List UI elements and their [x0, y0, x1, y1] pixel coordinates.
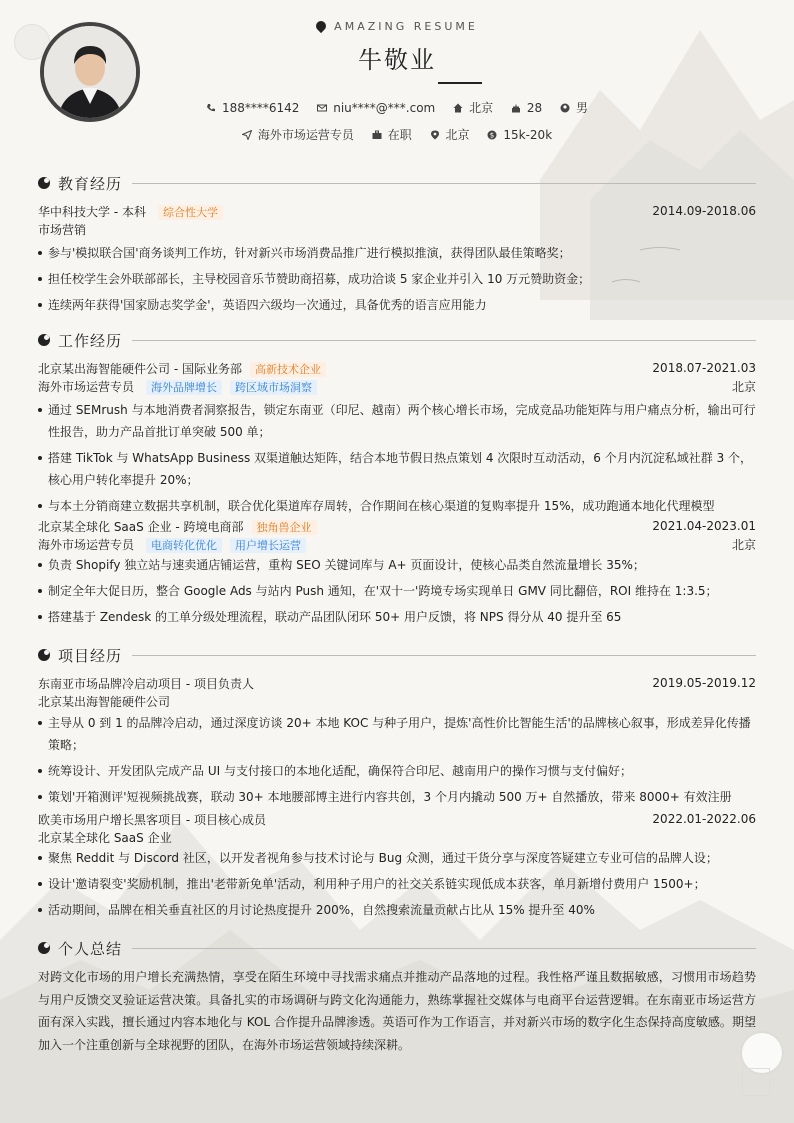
work-bullet: 搭建基于 Zendesk 的工单分级处理流程，联动产品团队闭环 50+ 用户反馈，将 NPS 得分从 40 提升至 65	[38, 606, 756, 628]
candidate-name: 牛敬业	[358, 46, 436, 74]
section-divider	[132, 948, 756, 949]
section-work-heading	[38, 330, 756, 350]
brand-text: AMAZING RESUME	[334, 20, 478, 33]
role-tag: 跨区域市场洞察	[230, 380, 317, 395]
work-location: 北京	[731, 537, 756, 552]
target-role-text: 海外市场运营专员	[257, 128, 354, 142]
project-org: 北京某全球化 SaaS 企业	[38, 830, 172, 845]
summary-text: 对跨文化市场的用户增长充满热情，享受在陌生环境中寻找需求痛点并推动产品落地的过程。我性格严谨且数据敏感，习惯用市场趋势与用户反馈交叉验证运营决策。具备扎实的市场调研与跨文化沟通能力，熟练掌握社交媒体与电商平台运营逻辑。在东南亚市场运营方面有深入实践，擅长通过内容本地化与 KOL 合作提升品牌渗透。英语可作为工作语言，并对新兴市场的数字化生态保持高度敏感。期望加入一个注重创新与全球视野的团队，在海外市场运营领域持续深耕。	[38, 970, 756, 1052]
gender-item	[560, 99, 588, 116]
status-item	[372, 126, 412, 143]
salary-text: 15k-20k	[503, 128, 553, 142]
section-bullet-icon	[38, 942, 50, 954]
scroll-top-button[interactable]	[742, 1068, 770, 1096]
section-projects-heading	[38, 645, 756, 665]
work-bullet: 搭建 TikTok 与 WhatsApp Business 双渠道触达矩阵，结合本地节假日热点策划 4 次限时互动活动，6 个月内沉淀私域社群 3 个，核心用户转化率提升 20%；	[38, 447, 756, 491]
target-city-item	[430, 126, 470, 143]
work-bullet: 与本土分销商建立数据共享机制，联合优化渠道库存周转，合作期间在核心渠道的复购率提升 15%，成功跑通本地化代理模型	[38, 495, 756, 517]
project-entry	[38, 810, 756, 921]
job-role: 海外市场运营专员	[38, 537, 135, 552]
school-name: 华中科技大学 - 本科	[38, 204, 146, 219]
name-divider	[438, 82, 482, 84]
company-name: 北京某全球化 SaaS 企业 - 跨境电商部	[38, 519, 244, 534]
phone-icon	[206, 103, 216, 113]
education-bullet: 连续两年获得'国家励志奖学金'，英语四六级均一次通过，具备优秀的语言应用能力	[38, 294, 756, 316]
status-text: 在职	[387, 128, 412, 142]
project-bullet: 策划'开箱测评'短视频挑战赛，联动 30+ 本地腰部博主进行内容共创，3 个月内撬动 500 万+ 自然播放，带来 8000+ 有效注册	[38, 786, 756, 808]
project-bullet: 聚焦 Reddit 与 Discord 社区，以开发者视角参与技术讨论与 Bug 众测，通过干货分享与深度答疑建立专业可信的品牌人设；	[38, 847, 756, 869]
money-icon	[487, 130, 497, 140]
salary-item	[487, 128, 552, 142]
section-divider	[132, 183, 756, 184]
svg-text:$: $	[490, 131, 495, 140]
work-bullet: 负责 Shopify 独立站与速卖通店铺运营，重构 SEO 关键词库与 A+ 页面设计，使核心品类自然流量增长 35%；	[38, 554, 756, 576]
age-item	[511, 101, 542, 115]
education-date: 2014.09-2018.06	[652, 204, 756, 218]
section-bullet-icon	[38, 649, 50, 661]
job-intention-row	[0, 126, 794, 143]
section-bullet-icon	[38, 334, 50, 346]
age-text: 28	[526, 101, 543, 115]
brand-title	[0, 20, 794, 33]
contact-row	[0, 99, 794, 116]
company-tag: 高新技术企业	[250, 362, 326, 377]
section-title: 工作经历	[58, 332, 123, 350]
send-icon	[242, 130, 252, 140]
home-icon	[453, 103, 463, 113]
work-bullet: 通过 SEMrush 与本地消费者洞察报告，锁定东南亚（印尼、越南）两个核心增长市场，完成竞品功能矩阵与用户痛点分析，输出可行性报告，助力产品首批订单突破 500 单；	[38, 399, 756, 443]
section-summary-heading	[38, 938, 756, 958]
email-item	[317, 101, 435, 115]
target-role-item	[242, 126, 354, 143]
project-date: 2022.01-2022.06	[652, 812, 756, 826]
work-bullet: 制定全年大促日历，整合 Google Ads 与站内 Push 通知，在'双十一'跨境专场实现单日 GMV 同比翻倍，ROI 维持在 1:3.5；	[38, 580, 756, 602]
education-entry	[38, 202, 756, 316]
phone-item	[206, 101, 299, 115]
project-org: 北京某出海智能硬件公司	[38, 694, 171, 709]
project-entry	[38, 674, 756, 808]
education-bullet: 担任校学生会外联部部长，主导校园音乐节赞助商招募，成功洽谈 5 家企业并引入 10 万元赞助资金；	[38, 268, 756, 290]
role-tag: 电商转化优化	[146, 538, 222, 553]
section-education-heading	[38, 173, 756, 193]
company-name: 北京某出海智能硬件公司 - 国际业务部	[38, 361, 242, 376]
phone-text: 188****6142	[221, 101, 300, 115]
education-bullet: 参与'模拟联合国'商务谈判工作坊，针对新兴市场消费品推广进行模拟推演，获得团队最佳策略奖；	[38, 242, 756, 264]
mail-icon	[317, 103, 327, 113]
work-date: 2018.07-2021.03	[652, 361, 756, 375]
briefcase-icon	[372, 130, 382, 140]
gender-icon	[560, 103, 570, 113]
location-pin-icon	[430, 130, 440, 140]
project-date: 2019.05-2019.12	[652, 676, 756, 690]
city-item	[453, 99, 493, 116]
work-entry	[38, 359, 756, 517]
section-bullet-icon	[38, 177, 50, 189]
project-title: 欧美市场用户增长黑客项目 - 项目核心成员	[38, 812, 266, 827]
gender-text: 男	[576, 101, 589, 115]
section-title: 教育经历	[58, 175, 123, 193]
work-date: 2021.04-2023.01	[652, 519, 756, 533]
section-title: 项目经历	[58, 647, 123, 665]
school-tag: 综合性大学	[158, 205, 223, 220]
cake-icon	[511, 103, 521, 113]
project-title: 东南亚市场品牌冷启动项目 - 项目负责人	[38, 676, 254, 691]
major: 市场营销	[38, 222, 87, 237]
city-text: 北京	[469, 101, 494, 115]
section-divider	[132, 340, 756, 341]
email-text: niu****@***.com	[333, 101, 436, 115]
project-bullet: 主导从 0 到 1 的品牌冷启动，通过深度访谈 20+ 本地 KOC 与种子用户，提炼'高性价比智能生活'的品牌核心叙事，形成差异化传播策略；	[38, 712, 756, 756]
corner-decoration	[742, 1033, 782, 1073]
job-role: 海外市场运营专员	[38, 379, 135, 394]
role-tag: 海外品牌增长	[146, 380, 222, 395]
work-entry	[38, 517, 756, 628]
section-divider	[132, 655, 756, 656]
project-bullet: 活动期间，品牌在相关垂直社区的月讨论热度提升 200%，自然搜索流量贡献占比从 15% 提升至 40%	[38, 899, 756, 921]
company-tag: 独角兽企业	[252, 520, 317, 535]
role-tag: 用户增长运营	[230, 538, 306, 553]
section-title: 个人总结	[58, 940, 123, 958]
ink-drop-icon	[314, 19, 328, 33]
work-location: 北京	[731, 379, 756, 394]
project-bullet: 统筹设计、开发团队完成产品 UI 与支付接口的本地化适配，确保符合印尼、越南用户的操作习惯与支付偏好；	[38, 760, 756, 782]
project-bullet: 设计'邀请裂变'奖励机制，推出'老带新免单'活动，利用种子用户的社交关系链实现低成本获客，单月新增付费用户 1500+；	[38, 873, 756, 895]
target-city-text: 北京	[445, 128, 470, 142]
